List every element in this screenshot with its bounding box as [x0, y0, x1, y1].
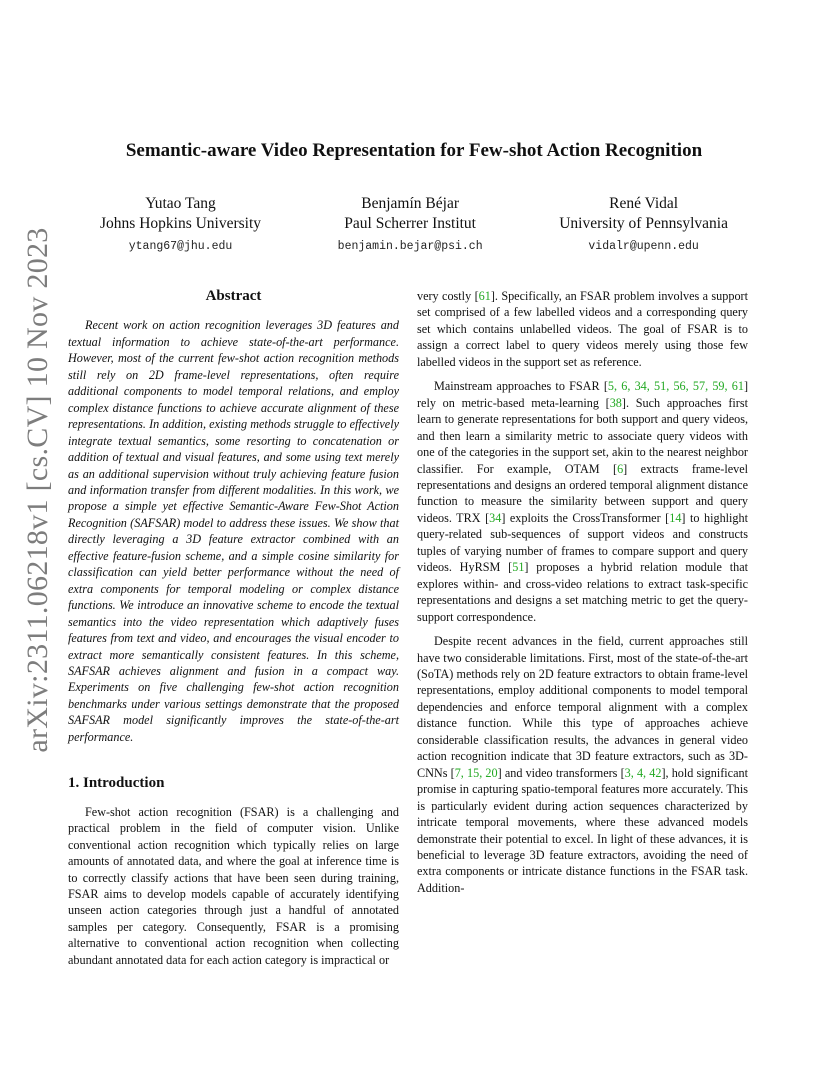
citation-link[interactable]: 61: [478, 289, 491, 303]
right-column: [417, 288, 748, 896]
citation-link[interactable]: 7, 15, 20: [454, 765, 498, 780]
citation-link[interactable]: 5, 6, 34, 51, 56, 57, 59, 61: [607, 379, 744, 394]
citation-link[interactable]: 6: [617, 461, 624, 476]
author-2: [338, 194, 483, 257]
author-name: René Vidal: [609, 195, 679, 212]
author-email[interactable]: benjamin.bejar@psi.ch: [337, 240, 483, 253]
author-1: [100, 194, 261, 257]
citation-link[interactable]: 34: [489, 510, 502, 525]
author-affiliation: Johns Hopkins University: [100, 215, 262, 232]
citation-link[interactable]: 14: [669, 510, 682, 525]
paper-title: Semantic-aware Video Representation for Few-shot Action Recognition: [125, 140, 703, 161]
arxiv-identifier[interactable]: arXiv:2311.06218v1 [cs.CV] 10 Nov 2023: [21, 227, 54, 753]
left-column: [68, 288, 399, 968]
introduction-heading: 1. Introduction: [68, 775, 165, 792]
abstract-heading: Abstract: [205, 288, 262, 304]
author-name: Yutao Tang: [145, 195, 216, 212]
intro-paragraph-3: Despite recent advances in the field, current approaches still have two considerable limitations. First, most of the state-of-the-art (SoTA) methods rely on 2D feature extractors to obtain frame-level representations, employ additional components to model temporal dependencies and enforce temporal alignment with a complex distance function. While this type of approaches achieve considerable classification results, the advances in general video action recognition indicate that 3D feature extractors, such as 3D-CNNs [7, 15, 20] and video transformers [3, 4, 42], hold significant promise in capturing spatio-temporal features more accurately. This is particularly evident during action sequences characterized by intricate temporal movements, where these advanced models demonstrate their potential to excel. In light of these advances, it is beneficial to leverage 3D feature extractors, avoiding the need of extra components or intricate distance functions in the FSAR task. Addition-: [417, 634, 748, 895]
author-affiliation: Paul Scherrer Institut: [344, 215, 476, 232]
citation-link[interactable]: 3, 4, 42: [624, 765, 662, 780]
intro-paragraph-1: Few-shot action recognition (FSAR) is a challenging and practical problem in the field of computer vision. Unlike conventional action recognition which typically relies on large amounts of annotated data, and where the goal at inference time is to correctly classify actions that have been seen during training, FSAR aims to develop models capable of accurately identifying unseen action categories through just a handful of annotated samples per category. Consequently, FSAR is a promising alternative to conventional action recognition when collecting abundant annotated data for each action category is impractical or: [68, 804, 399, 967]
author-3: [559, 194, 728, 257]
author-email[interactable]: vidalr@upenn.edu: [588, 240, 699, 253]
author-affiliation: University of Pennsylvania: [559, 215, 728, 232]
citation-link[interactable]: 51: [512, 560, 525, 575]
author-email[interactable]: ytang67@jhu.edu: [128, 240, 233, 253]
abstract-text: Recent work on action recognition leverages 3D features and textual information to achieve state-of-the-art performance. However, most of the current few-shot action recognition methods still rely on 2D frame-level representations, often require additional components to model temporal relations, and employ complex distance functions to achieve accurate alignment of these representations. In addition, existing methods struggle to effectively integrate textual semantics, some resorting to concatenation or addition of textual and visual features, and some using text merely as an additional supervision without truly achieving feature fusion and information transfer from different modalities. In this work, we propose a simple yet effective Semantic-Aware Few-Shot Action Recognition (SAFSAR) model to address these issues. We show that directly leveraging a 3D feature extractor combined with an effective feature-fusion scheme, and a simple cosine similarity for classification can yield better performance without the need of extra components for temporal modeling or complex distance functions. We introduce an innovative scheme to encode the textual semantics into the video representation which adaptively fuses features from text and video, and encourages the visual encoder to extract more semantically consistent features. In this scheme, SAFSAR achieves alignment and fusion in a compact way. Experiments on five challenging few-shot action recognition benchmarks under various settings demonstrate that the proposed SAFSAR model significantly improves the state-of-the-art performance.: [68, 318, 399, 744]
intro-paragraph-2: Mainstream approaches to FSAR [5, 6, 34, 51, 56, 57, 59, 61] rely on metric-based meta-learning [38]. Such approaches first learn to generate representations for both support and query videos, and then learn a similarity metric to associate query videos with one of the categories in the support set, akin to the nearest neighbor classifier. For example, OTAM [6] extracts frame-level representations and designs an ordered temporal alignment distance function to measure the similarity between support and query videos. TRX [34] exploits the CrossTransformer [14] to highlight query-related sub-sequences of support videos and constructs tuples of varying number of frames to compare support and query videos. HyRSM [51] proposes a hybrid relation module that explores within- and cross-video relations to extract task-specific representations and designs a set matching metric to get the query-support correspondence.: [417, 379, 749, 624]
author-block: [100, 194, 728, 257]
author-name: Benjamín Béjar: [361, 195, 459, 212]
intro-paragraph-1-continued: very costly [61]. Specifically, an FSAR problem involves a support set comprised of a few labelled videos and a corresponding query set which contains unlabelled videos. The goal of FSAR is to assign a correct label to query videos merely using those few labelled videos in the support set as reference.: [417, 289, 748, 369]
citation-link[interactable]: 38: [609, 395, 622, 410]
